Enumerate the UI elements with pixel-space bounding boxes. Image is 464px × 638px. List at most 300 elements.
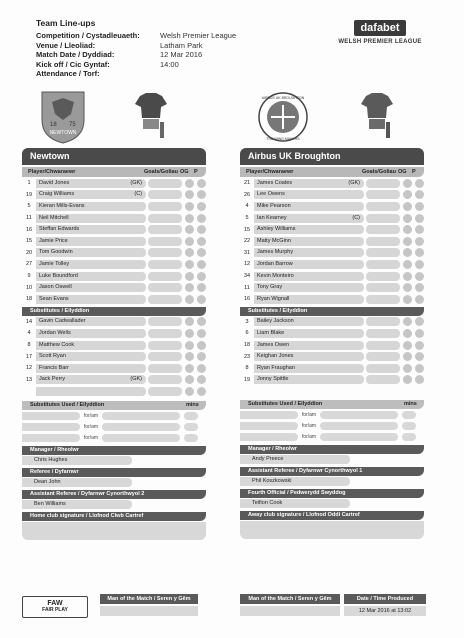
home-team-column (22, 148, 206, 540)
player-name-field[interactable] (36, 352, 146, 361)
own-goal-checkbox[interactable] (185, 341, 194, 350)
own-goal-checkbox[interactable] (403, 248, 412, 257)
player-name-field[interactable] (254, 248, 364, 257)
sub-on-field[interactable] (320, 422, 398, 430)
own-goal-checkbox[interactable] (185, 272, 194, 281)
own-goal-checkbox[interactable] (185, 295, 194, 304)
goals-field[interactable] (366, 272, 400, 281)
penalty-checkbox[interactable] (415, 272, 424, 281)
player-name: Keighan Jones (257, 353, 294, 360)
mins-label: mins (404, 401, 417, 408)
player-name-field[interactable] (36, 283, 146, 292)
sub-used-row (22, 422, 206, 432)
mins-field[interactable] (184, 412, 198, 420)
mins-field[interactable] (402, 433, 416, 441)
player-name: Neil Mitchell (39, 214, 69, 221)
player-row (22, 224, 206, 235)
player-name: Mike Pearson (257, 202, 291, 209)
player-row (22, 259, 206, 270)
player-number: 17 (25, 353, 33, 360)
penalty-checkbox[interactable] (415, 237, 424, 246)
home-motm-label: Man of the Match / Seren y Gêm (100, 594, 198, 604)
player-number: 5 (245, 215, 249, 222)
sub-used-row (240, 410, 424, 420)
penalty-checkbox[interactable] (197, 329, 206, 338)
p-col-label: P (194, 169, 198, 175)
fairplay-faw: FAW (47, 600, 63, 607)
penalty-checkbox[interactable] (415, 190, 424, 199)
goals-field[interactable] (148, 214, 182, 223)
penalty-checkbox[interactable] (415, 202, 424, 211)
player-name-field[interactable] (36, 387, 146, 396)
player-number: 16 (243, 296, 251, 303)
goals-field[interactable] (366, 214, 400, 223)
goals-field[interactable] (366, 364, 400, 373)
penalty-checkbox[interactable] (197, 260, 206, 269)
player-name: Jordan Barrow (257, 260, 293, 267)
player-name-field[interactable] (254, 317, 364, 326)
goals-field[interactable] (366, 352, 400, 361)
player-row (22, 213, 206, 224)
player-number: 16 (25, 226, 33, 233)
player-number: 31 (243, 249, 251, 256)
penalty-checkbox[interactable] (415, 260, 424, 269)
player-name: Ian Kearney (257, 214, 287, 221)
player-row (22, 375, 206, 386)
player-name: Kevin Monteiro (257, 272, 294, 279)
penalty-checkbox[interactable] (197, 317, 206, 326)
player-number: 1 (27, 180, 31, 187)
player-role-tag: (GK) (348, 179, 360, 186)
own-goal-checkbox[interactable] (403, 329, 412, 338)
goals-field[interactable] (148, 237, 182, 246)
player-name-field[interactable] (254, 375, 364, 384)
sub-off-field[interactable] (240, 411, 298, 419)
goals-field[interactable] (366, 248, 400, 257)
player-number: 21 (243, 180, 251, 187)
player-name: Matty McGinn (257, 237, 291, 244)
player-name-field[interactable] (36, 214, 146, 223)
penalty-checkbox[interactable] (415, 352, 424, 361)
player-name-field[interactable] (254, 283, 364, 292)
own-goal-checkbox[interactable] (403, 260, 412, 269)
player-name: Steffan Edwards (39, 226, 80, 233)
player-name-field[interactable] (254, 364, 364, 373)
player-name: Jonny Spittle (257, 376, 289, 383)
player-col-label: Player/Chwaraewr (246, 169, 294, 175)
goals-field[interactable] (148, 283, 182, 292)
for-label: for/am (301, 423, 317, 430)
player-row (22, 351, 206, 362)
player-name: Francis Barr (39, 364, 69, 371)
player-row (22, 236, 206, 247)
player-name: Luke Boundford (39, 272, 78, 279)
airbus-crest-icon (258, 90, 308, 144)
sub-off-field[interactable] (22, 412, 80, 420)
own-goal-checkbox[interactable] (185, 179, 194, 188)
player-name-field[interactable] (36, 190, 146, 199)
penalty-checkbox[interactable] (197, 214, 206, 223)
player-row (240, 282, 424, 293)
home-subs (22, 317, 206, 397)
own-goal-checkbox[interactable] (403, 272, 412, 281)
fairplay-text: FAIR PLAY (42, 607, 68, 613)
crest-top-text: AIRBUS UK BROUGHTON (261, 96, 305, 100)
own-goal-checkbox[interactable] (403, 214, 412, 223)
player-number: 20 (25, 249, 33, 256)
player-number: 8 (245, 365, 249, 372)
player-name: Jamie Price (39, 237, 68, 244)
goals-field[interactable] (148, 260, 182, 269)
own-goal-checkbox[interactable] (185, 237, 194, 246)
player-name-field[interactable] (36, 295, 146, 304)
player-number: 12 (243, 261, 251, 268)
penalty-checkbox[interactable] (415, 375, 424, 384)
player-row (240, 328, 424, 339)
date-value: 12 Mar 2016 (160, 50, 203, 59)
away-subs (240, 317, 424, 386)
player-name-field[interactable] (254, 202, 364, 211)
venue-label: Venue / Lleoliad: (36, 40, 96, 50)
player-name-field[interactable] (36, 179, 146, 188)
assistant2-value: Ben Williams (22, 500, 132, 509)
date-time-value: 12 Mar 2016 at 13:02 (344, 606, 426, 616)
home-starters (22, 178, 206, 305)
home-manager-header: Manager / Rheolwr (22, 446, 206, 455)
home-motm-field[interactable] (100, 606, 198, 616)
date-time-label: Date / Time Produced (344, 594, 426, 604)
mins-field[interactable] (402, 411, 416, 419)
sub-used-row (22, 433, 206, 443)
player-name: Liam Blake (257, 329, 285, 336)
subs-used-label: Substitutes Used / Eilyddion (30, 401, 105, 408)
player-name: Tony Gray (257, 284, 283, 291)
goals-field[interactable] (366, 225, 400, 234)
goals-field[interactable] (148, 179, 182, 188)
player-role-tag: (C) (134, 191, 142, 198)
player-name-field[interactable] (254, 272, 364, 281)
own-goal-checkbox[interactable] (185, 317, 194, 326)
sub-off-field[interactable] (22, 434, 80, 442)
away-signature-header: Away club signature / Llofnod Oddi Cartref (240, 511, 424, 520)
penalty-checkbox[interactable] (197, 179, 206, 188)
own-goal-checkbox[interactable] (185, 387, 194, 396)
penalty-checkbox[interactable] (415, 317, 424, 326)
player-row (240, 294, 424, 305)
own-goal-checkbox[interactable] (403, 179, 412, 188)
player-name-field[interactable] (254, 179, 364, 188)
away-kit-icon (360, 92, 394, 140)
player-number: 5 (27, 203, 31, 210)
goals-field[interactable] (148, 225, 182, 234)
sub-on-field[interactable] (102, 412, 180, 420)
player-row (240, 317, 424, 328)
player-name: Jamie Tolley (39, 260, 70, 267)
player-name-field[interactable] (36, 364, 146, 373)
penalty-checkbox[interactable] (415, 364, 424, 373)
goals-field[interactable] (366, 260, 400, 269)
player-name: Ryan Wignall (257, 295, 290, 302)
own-goal-checkbox[interactable] (403, 317, 412, 326)
own-goal-checkbox[interactable] (403, 225, 412, 234)
own-goal-checkbox[interactable] (185, 375, 194, 384)
player-name-field[interactable] (254, 225, 364, 234)
player-name-field[interactable] (36, 225, 146, 234)
penalty-checkbox[interactable] (197, 272, 206, 281)
kickoff-label: Kick off / Cic Gyntaf: (36, 59, 110, 69)
away-subs-used-header (240, 400, 424, 409)
player-role-tag: (GK) (130, 179, 142, 186)
own-goal-checkbox[interactable] (403, 341, 412, 350)
player-name-field[interactable] (254, 329, 364, 338)
home-team-name: Newtown (22, 148, 206, 165)
sub-on-field[interactable] (102, 434, 180, 442)
home-kit-icon (134, 92, 168, 140)
sub-off-field[interactable] (240, 422, 298, 430)
own-goal-checkbox[interactable] (185, 202, 194, 211)
own-goal-checkbox[interactable] (185, 352, 194, 361)
player-row (22, 294, 206, 305)
player-role-tag: (C) (352, 214, 360, 221)
player-row (240, 259, 424, 270)
penalty-checkbox[interactable] (197, 387, 206, 396)
fourth-official-value: Teifion Cook (240, 499, 350, 508)
player-number: 10 (25, 284, 33, 291)
assistant1-header: Assistant Referee / Dyfarnwr Cynorthwyol 1 (240, 467, 424, 476)
penalty-checkbox[interactable] (415, 248, 424, 257)
player-name-field[interactable] (254, 295, 364, 304)
penalty-checkbox[interactable] (197, 364, 206, 373)
penalty-checkbox[interactable] (415, 295, 424, 304)
own-goal-checkbox[interactable] (185, 283, 194, 292)
player-number: 27 (25, 261, 33, 268)
goals-field[interactable] (148, 272, 182, 281)
goals-field[interactable] (148, 387, 182, 396)
goals-field[interactable] (366, 341, 400, 350)
penalty-checkbox[interactable] (415, 225, 424, 234)
referee-value: Dean John (22, 478, 132, 487)
goals-field[interactable] (366, 237, 400, 246)
player-name-field[interactable] (254, 214, 364, 223)
player-row (22, 340, 206, 351)
sub-off-field[interactable] (22, 423, 80, 431)
penalty-checkbox[interactable] (197, 352, 206, 361)
player-name-field[interactable] (36, 317, 146, 326)
player-row (22, 282, 206, 293)
goals-field[interactable] (148, 317, 182, 326)
own-goal-checkbox[interactable] (403, 283, 412, 292)
goals-col-label: Goals/Goliau (144, 169, 178, 175)
goals-col-label: Goals/Goliau (362, 169, 396, 175)
player-number: 18 (25, 296, 33, 303)
player-name-field[interactable] (36, 375, 146, 384)
player-name: Kieran Mills-Evans (39, 202, 85, 209)
home-subs-header: Substitutes / Eilyddion (22, 307, 206, 316)
penalty-checkbox[interactable] (415, 283, 424, 292)
player-number: 14 (25, 318, 33, 325)
away-team-column (240, 148, 424, 539)
player-name: James Coates (257, 179, 293, 186)
mins-field[interactable] (402, 422, 416, 430)
player-row (22, 178, 206, 189)
penalty-checkbox[interactable] (197, 295, 206, 304)
goals-field[interactable] (148, 190, 182, 199)
goals-field[interactable] (366, 190, 400, 199)
penalty-checkbox[interactable] (415, 179, 424, 188)
attendance-row (36, 69, 436, 79)
penalty-checkbox[interactable] (197, 225, 206, 234)
own-goal-checkbox[interactable] (185, 248, 194, 257)
penalty-checkbox[interactable] (197, 283, 206, 292)
penalty-checkbox[interactable] (415, 329, 424, 338)
player-name-field[interactable] (254, 190, 364, 199)
penalty-checkbox[interactable] (197, 190, 206, 199)
goals-field[interactable] (148, 202, 182, 211)
player-name-field[interactable] (254, 352, 364, 361)
own-goal-checkbox[interactable] (403, 352, 412, 361)
goals-field[interactable] (148, 375, 182, 384)
goals-field[interactable] (148, 329, 182, 338)
goals-field[interactable] (366, 317, 400, 326)
goals-field[interactable] (148, 248, 182, 257)
home-signature-header: Home club signature / Llofnod Clwb Cartref (22, 512, 206, 521)
own-goal-checkbox[interactable] (403, 364, 412, 373)
player-row (22, 201, 206, 212)
player-row (240, 224, 424, 235)
own-goal-checkbox[interactable] (185, 329, 194, 338)
own-goal-checkbox[interactable] (185, 225, 194, 234)
mins-field[interactable] (184, 423, 198, 431)
crest-bottom-text: THE WING MAKERS (266, 137, 300, 141)
sub-on-field[interactable] (102, 423, 180, 431)
player-name-field[interactable] (36, 237, 146, 246)
player-number: 18 (243, 342, 251, 349)
player-name: Lee Owens (257, 191, 285, 198)
player-number: 15 (25, 238, 33, 245)
player-name: David Jones (39, 179, 70, 186)
own-goal-checkbox[interactable] (185, 364, 194, 373)
player-number: 11 (244, 284, 250, 291)
home-subs-used-header (22, 401, 206, 410)
kickoff-row (36, 60, 436, 70)
page-title: Team Line-ups (36, 18, 96, 28)
goals-field[interactable] (366, 283, 400, 292)
player-name-field[interactable] (254, 237, 364, 246)
goals-field[interactable] (148, 352, 182, 361)
away-manager-value: Andy Preece (240, 455, 350, 464)
own-goal-checkbox[interactable] (403, 202, 412, 211)
goals-field[interactable] (366, 202, 400, 211)
away-team-name: Airbus UK Broughton (240, 148, 424, 165)
player-name-field[interactable] (254, 260, 364, 269)
p-col-label: P (412, 169, 416, 175)
player-name-field[interactable] (36, 248, 146, 257)
for-label: for/am (83, 412, 99, 419)
player-row (22, 190, 206, 201)
player-row (22, 271, 206, 282)
player-name-field[interactable] (36, 202, 146, 211)
penalty-checkbox[interactable] (415, 214, 424, 223)
player-row (240, 271, 424, 282)
player-number: 8 (27, 342, 31, 349)
goals-field[interactable] (148, 295, 182, 304)
player-row (240, 190, 424, 201)
for-label: for/am (301, 434, 317, 441)
sub-on-field[interactable] (320, 411, 398, 419)
sub-off-field[interactable] (240, 433, 298, 441)
away-motm-label: Man of the Match / Seren y Gêm (240, 594, 340, 604)
sub-on-field[interactable] (320, 433, 398, 441)
player-number: 6 (245, 330, 249, 337)
goals-field[interactable] (148, 364, 182, 373)
player-row (240, 351, 424, 362)
penalty-checkbox[interactable] (197, 248, 206, 257)
player-name-field[interactable] (36, 272, 146, 281)
player-number: 12 (25, 365, 33, 372)
dafabet-logo: dafabet (354, 20, 405, 36)
goals-field[interactable] (366, 179, 400, 188)
league-brand (324, 18, 436, 45)
own-goal-checkbox[interactable] (403, 295, 412, 304)
date-row (36, 50, 436, 60)
penalty-checkbox[interactable] (197, 341, 206, 350)
own-goal-checkbox[interactable] (403, 375, 412, 384)
home-signature-field[interactable] (22, 522, 206, 540)
own-goal-checkbox[interactable] (403, 237, 412, 246)
player-name: James Owen (257, 341, 290, 348)
player-number: 13 (25, 376, 33, 383)
crest-name: NEWTOWN (49, 130, 77, 136)
player-name-field[interactable] (254, 341, 364, 350)
player-number: 15 (243, 226, 251, 233)
sub-used-row (22, 411, 206, 421)
own-goal-checkbox[interactable] (185, 260, 194, 269)
penalty-checkbox[interactable] (197, 237, 206, 246)
penalty-checkbox[interactable] (197, 375, 206, 384)
player-row (240, 178, 424, 189)
own-goal-checkbox[interactable] (403, 190, 412, 199)
player-name-field[interactable] (36, 341, 146, 350)
away-motm-field[interactable] (240, 606, 340, 616)
penalty-checkbox[interactable] (415, 341, 424, 350)
crest-year-left: 18 (50, 122, 57, 128)
for-label: for/am (301, 412, 317, 419)
mins-field[interactable] (184, 434, 198, 442)
og-col-label: OG (180, 169, 189, 175)
player-name-field[interactable] (36, 329, 146, 338)
home-manager-value: Chris Hughes (22, 456, 132, 465)
kickoff-value: 14:00 (160, 59, 179, 69)
goals-field[interactable] (366, 375, 400, 384)
newtown-crest-icon (38, 90, 88, 144)
away-signature-field[interactable] (240, 521, 424, 539)
own-goal-checkbox[interactable] (185, 214, 194, 223)
player-row (240, 340, 424, 351)
player-name-field[interactable] (36, 260, 146, 269)
crest-year-right: 75 (69, 122, 76, 128)
player-number: 34 (243, 273, 251, 280)
player-row (22, 386, 206, 397)
goals-field[interactable] (148, 341, 182, 350)
goals-field[interactable] (366, 295, 400, 304)
player-name: Sean Evans (39, 295, 69, 302)
venue-value: Latham Park (160, 40, 203, 50)
own-goal-checkbox[interactable] (185, 190, 194, 199)
player-name: Jack Perry (39, 376, 65, 383)
goals-field[interactable] (366, 329, 400, 338)
assistant2-header: Assistant Referee / Dyfarnwr Cynorthwyol 2 (22, 490, 206, 499)
penalty-checkbox[interactable] (197, 202, 206, 211)
